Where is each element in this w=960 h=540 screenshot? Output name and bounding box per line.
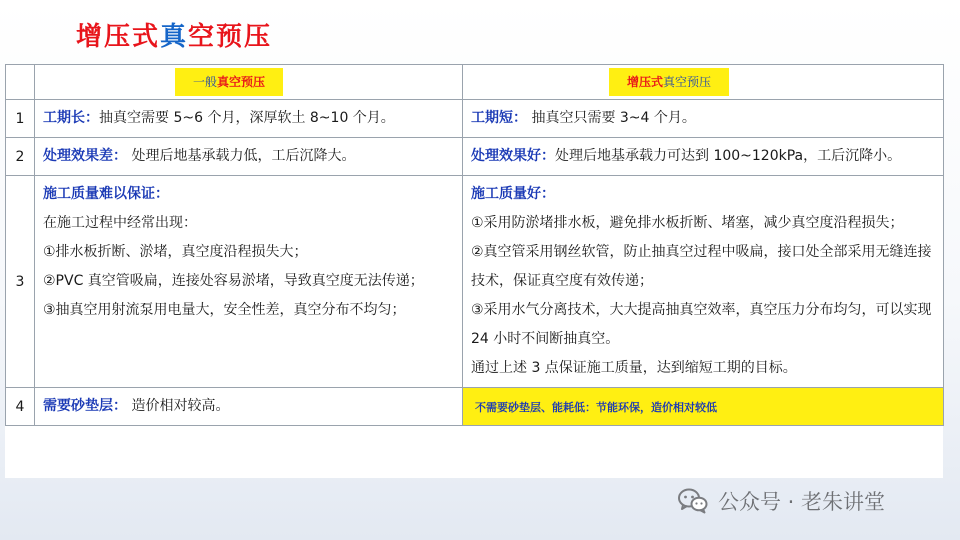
- header-badge-general: [175, 68, 283, 96]
- table-row: [6, 176, 944, 388]
- row2-pressurized-label: 处理效果好：: [471, 148, 555, 164]
- row2-pressurized-cell: [463, 138, 944, 176]
- header-cell-pressurized: [463, 65, 944, 100]
- header-num-cell: [6, 65, 35, 100]
- row4-general-label: 需要砂垫层：: [43, 398, 127, 414]
- row2-general-cell: [35, 138, 463, 176]
- row2-pressurized-text: 处理后地基承载力可达到 100~120kPa，工后沉降小。: [555, 148, 902, 164]
- row1-pressurized-label: 工期短：: [471, 110, 527, 126]
- row3-general-line: 在施工过程中经常出现：: [43, 215, 197, 231]
- row3-general-cell: [35, 176, 463, 388]
- row-number: 2: [6, 138, 35, 176]
- title-part2: 真: [160, 22, 189, 52]
- row-number: 4: [6, 388, 35, 426]
- row4-general-cell: [35, 388, 463, 426]
- row3-general-label: 施工质量难以保证：: [43, 186, 169, 202]
- header-pressurized-suffix: 真空预压: [663, 75, 712, 89]
- row1-pressurized-text: 抽真空只需要 3~4 个月。: [527, 110, 696, 126]
- watermark: [678, 486, 885, 516]
- row4-general-text: 造价相对较高。: [127, 398, 230, 414]
- row3-pressurized-cell: [463, 176, 944, 388]
- header-cell-general: [35, 65, 463, 100]
- title-part3: 空: [188, 22, 217, 52]
- row3-pressurized-label: 施工质量好：: [471, 186, 555, 202]
- row1-pressurized-cell: [463, 100, 944, 138]
- wechat-icon: [678, 488, 708, 514]
- table-row: [6, 100, 944, 138]
- row2-general-label: 处理效果差：: [43, 148, 127, 164]
- header-general-suffix: 真空预压: [217, 75, 266, 89]
- row3-pressurized-line: ③采用水气分离技术，大大提高抽真空效率，真空压力分布均匀，可以实现 24 小时不间断抽真空。: [471, 302, 932, 347]
- header-general-prefix: 一般: [193, 75, 218, 89]
- row3-pressurized-line: ①采用防淤堵排水板，避免排水板折断、堵塞，减少真空度沿程损失；: [471, 215, 904, 231]
- title-part1: 增压式: [76, 22, 161, 52]
- row2-general-text: 处理后地基承载力低，工后沉降大。: [127, 148, 356, 164]
- table-row: [6, 138, 944, 176]
- row1-general-cell: [35, 100, 463, 138]
- table-row: [6, 388, 944, 426]
- row3-pressurized-line: 通过上述 3 点保证施工质量，达到缩短工期的目标。: [471, 360, 797, 376]
- row3-general-line: ③抽真空用射流泵用电量大，安全性差，真空分布不均匀；: [43, 302, 406, 318]
- row4-pressurized-cell: 不需要砂垫层、能耗低：节能环保，造价相对较低: [463, 388, 944, 426]
- row3-general-line: ②PVC 真空管吸扁，连接处容易淤堵，导致真空度无法传递；: [43, 273, 424, 289]
- comparison-table: [5, 64, 944, 426]
- header-badge-pressurized: [609, 68, 729, 96]
- page-title: [76, 20, 272, 54]
- row-number: 1: [6, 100, 35, 138]
- title-part4: 预压: [216, 22, 273, 52]
- table-header-row: [6, 65, 944, 100]
- header-pressurized-prefix: 增压式: [627, 75, 664, 89]
- comparison-table-wrap: [5, 64, 943, 478]
- watermark-text: 公众号 · 老朱讲堂: [718, 490, 886, 514]
- row3-general-line: ①排水板折断、淤堵，真空度沿程损失大；: [43, 244, 308, 260]
- row1-general-text: 抽真空需要 5~6 个月，深厚软土 8~10 个月。: [99, 110, 395, 126]
- row3-pressurized-line: ②真空管采用钢丝软管，防止抽真空过程中吸扁，接口处全部采用无缝连接技术，保证真空度有效传递；: [471, 244, 932, 289]
- row1-general-label: 工期长：: [43, 110, 99, 126]
- row-number: 3: [6, 176, 35, 388]
